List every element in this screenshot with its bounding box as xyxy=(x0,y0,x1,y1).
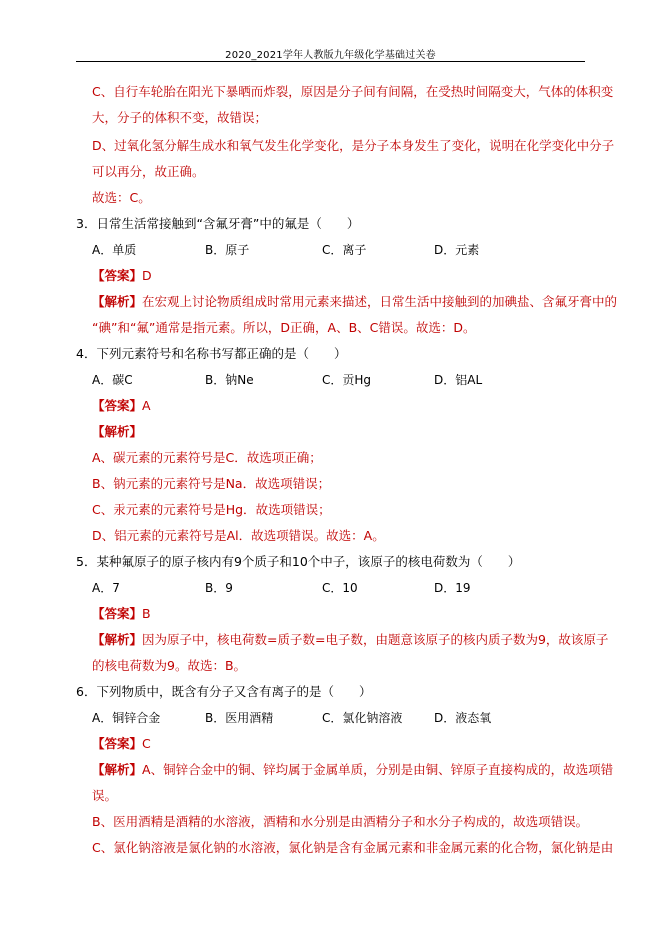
analysis-line: D、铝元素的元素符号是Al．故选项错误。故选：A。 xyxy=(92,528,385,543)
analysis-line: 故选：C。 xyxy=(92,190,151,205)
analysis-line: C、汞元素的元素符号是Hg．故选项错误； xyxy=(92,502,331,517)
analysis-line: 误。 xyxy=(92,788,118,803)
option-a: A．铜锌合金 xyxy=(92,711,161,725)
analysis-line: 大，分子的体积不变，故错误； xyxy=(92,110,268,125)
analysis-line: B、钠元素的元素符号是Na．故选项错误； xyxy=(92,476,331,491)
option-b: B．原子 xyxy=(205,243,250,257)
analysis-line: A、碳元素的元素符号是C．故选项正确； xyxy=(92,450,322,465)
question-4-answer xyxy=(92,398,151,414)
option-b: B．医用酒精 xyxy=(205,711,274,725)
option-d: D．19 xyxy=(434,581,471,595)
analysis-tag: 【解析】 xyxy=(92,294,143,309)
analysis-text: 在宏观上讨论物质组成时常用元素来描述，日常生活中接触到的加碘盐、含氟牙膏中的 xyxy=(142,294,618,309)
option-a: A．7 xyxy=(92,581,120,595)
analysis-line: “碘”和“氟”通常是指元素。所以，D正确，A、B、C错误。故选：D。 xyxy=(92,320,476,335)
option-b: B．钠Ne xyxy=(205,373,254,387)
option-d: D．液态氧 xyxy=(434,711,492,725)
analysis-line: 可以再分，故正确。 xyxy=(92,164,205,179)
question-3-analysis xyxy=(92,294,617,310)
question-3-stem: 3．日常生活常接触到“含氟牙膏”中的氟是（ ） xyxy=(76,216,360,231)
option-d: D．元素 xyxy=(434,243,480,257)
analysis-line: C、氯化钠溶液是氯化钠的水溶液，氯化钠是含有金属元素和非金属元素的化合物，氯化钠是由 xyxy=(92,840,614,855)
option-a: A．单质 xyxy=(92,243,137,257)
option-c: C．贡Hg xyxy=(322,373,372,387)
answer-tag: 【答案】 xyxy=(92,736,143,751)
question-6-answer xyxy=(92,736,151,752)
option-d: D．铝AL xyxy=(434,373,483,387)
option-c: C．10 xyxy=(322,581,358,595)
analysis-tag: 【解析】 xyxy=(92,424,143,439)
question-4-stem: 4．下列元素符号和名称书写都正确的是（ ） xyxy=(76,346,347,361)
question-5-answer xyxy=(92,606,151,622)
analysis-line: D、过氧化氢分解生成水和氧气发生化学变化，是分子本身发生了变化，说明在化学变化中分子 xyxy=(92,138,615,153)
answer-value: C xyxy=(142,736,151,751)
answer-value: B xyxy=(142,606,151,621)
option-c: C．氯化钠溶液 xyxy=(322,711,403,725)
analysis-text: 因为原子中，核电荷数=质子数=电子数，由题意该原子的核内质子数为9，故该原子 xyxy=(142,632,609,647)
analysis-text: A、铜锌合金中的铜、锌均属于金属单质，分别是由铜、锌原子直接构成的，故选项错 xyxy=(142,762,614,777)
analysis-line: 的核电荷数为9。故选：B。 xyxy=(92,658,247,673)
option-c: C．离子 xyxy=(322,243,367,257)
question-5-stem: 5．某种氟原子的原子核内有9个质子和10个中子，该原子的核电荷数为（ ） xyxy=(76,554,521,569)
analysis-tag: 【解析】 xyxy=(92,632,143,647)
question-5-analysis xyxy=(92,632,608,648)
analysis-line: B、医用酒精是酒精的水溶液，酒精和水分别是由酒精分子和水分子构成的，故选项错误。 xyxy=(92,814,589,829)
answer-tag: 【答案】 xyxy=(92,606,143,621)
analysis-tag: 【解析】 xyxy=(92,762,143,777)
question-4-analysis xyxy=(92,424,142,440)
analysis-line: C、自行车轮胎在阳光下暴晒而炸裂，原因是分子间有间隔，在受热时间隔变大，气体的体积变 xyxy=(92,84,614,99)
page-header-title: 2020_2021学年人教版九年级化学基础过关卷 xyxy=(225,50,436,61)
answer-value: D xyxy=(142,268,152,283)
question-3-answer xyxy=(92,268,152,284)
question-6-stem: 6．下列物质中，既含有分子又含有离子的是（ ） xyxy=(76,684,372,699)
option-a: A．碳C xyxy=(92,373,133,387)
option-b: B．9 xyxy=(205,581,233,595)
answer-tag: 【答案】 xyxy=(92,268,143,283)
header-divider xyxy=(76,61,585,62)
answer-tag: 【答案】 xyxy=(92,398,143,413)
answer-value: A xyxy=(142,398,151,413)
question-6-analysis xyxy=(92,762,613,778)
